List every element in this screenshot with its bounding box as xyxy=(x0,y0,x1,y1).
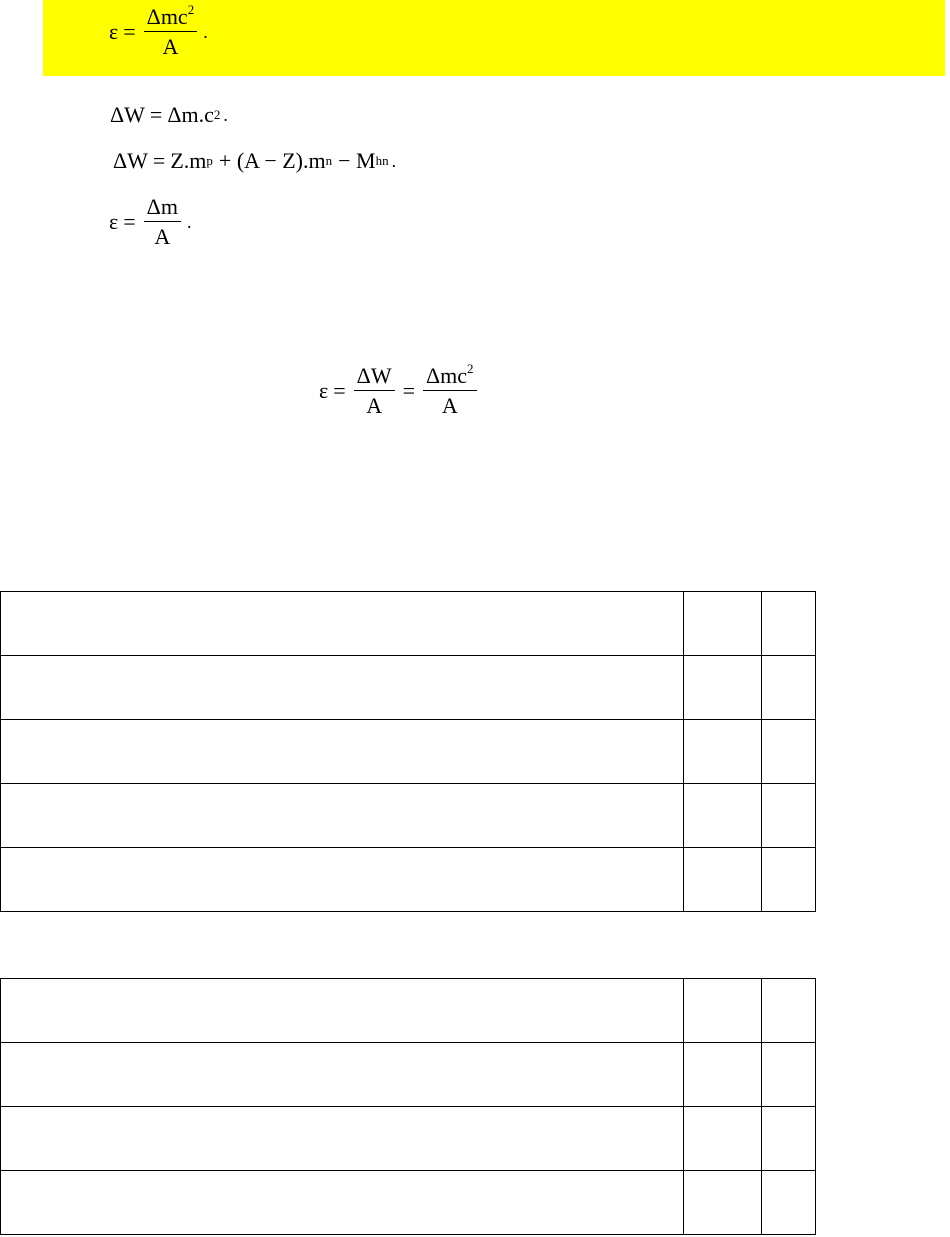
superscript: 2 xyxy=(187,2,195,17)
table-cell[interactable] xyxy=(762,1171,816,1235)
table-cell[interactable] xyxy=(1,1043,684,1107)
table-row xyxy=(1,656,816,720)
table-cell[interactable] xyxy=(762,1107,816,1171)
fraction-denominator: A xyxy=(154,224,171,249)
equals-sign: = xyxy=(123,209,136,234)
table-cell[interactable] xyxy=(684,1171,762,1235)
fraction-denominator: A xyxy=(441,393,458,418)
table-row xyxy=(1,1171,816,1235)
formula-period: . xyxy=(391,151,397,171)
table-cell[interactable] xyxy=(1,1171,684,1235)
equals-sign: = xyxy=(123,19,136,44)
table-row xyxy=(1,979,816,1043)
table-cell[interactable] xyxy=(684,1107,762,1171)
table-cell[interactable] xyxy=(762,784,816,848)
equals-sign: = xyxy=(333,378,346,403)
table-row xyxy=(1,720,816,784)
table-cell[interactable] xyxy=(684,592,762,656)
answer-table-2 xyxy=(0,978,816,1235)
table-cell[interactable] xyxy=(684,848,762,912)
table-cell[interactable] xyxy=(684,720,762,784)
table-cell[interactable] xyxy=(684,1043,762,1107)
fraction-numerator: Δm xyxy=(144,196,181,222)
formula-rhs: Δm.c xyxy=(167,102,214,127)
formula-lhs: ε xyxy=(109,19,119,44)
term-neutron: + (A − Z).m xyxy=(218,148,326,173)
table-cell[interactable] xyxy=(684,784,762,848)
table-cell[interactable] xyxy=(762,656,816,720)
table-cell[interactable] xyxy=(762,592,816,656)
fraction-numerator xyxy=(423,361,477,391)
table-cell[interactable] xyxy=(1,592,684,656)
formula-lhs: ΔW xyxy=(110,102,145,127)
superscript: 2 xyxy=(467,361,474,376)
formula-epsilon-combined xyxy=(319,361,480,418)
formula-lhs: ε xyxy=(109,209,119,234)
formula-binding-energy: ΔW = Δm.c 2 . xyxy=(110,102,228,127)
equals-sign: = xyxy=(402,378,416,403)
table-cell[interactable] xyxy=(1,1107,684,1171)
table-cell[interactable] xyxy=(1,720,684,784)
table-row xyxy=(1,1043,816,1107)
term-nucleus-mass: − M xyxy=(338,148,376,173)
table-cell[interactable] xyxy=(762,979,816,1043)
table-row xyxy=(1,848,816,912)
term-proton: Z.m xyxy=(170,148,207,173)
table-cell[interactable] xyxy=(762,720,816,784)
equals-sign: = xyxy=(152,148,166,173)
table-cell[interactable] xyxy=(1,656,684,720)
fraction xyxy=(423,361,477,418)
formula-lhs: ε xyxy=(319,378,329,403)
numerator-text: Δmc xyxy=(146,4,188,29)
formula-mass-defect-energy: ΔW = Z.m p + (A − Z).m n − M hn . xyxy=(113,148,397,173)
table-cell[interactable] xyxy=(684,979,762,1043)
numerator-text: Δmc xyxy=(426,363,468,388)
fraction xyxy=(354,365,395,417)
formula-epsilon-mass xyxy=(109,196,191,248)
equals-sign: = xyxy=(149,102,163,127)
table-cell[interactable] xyxy=(1,784,684,848)
fraction-numerator xyxy=(144,2,198,32)
formula-period: . xyxy=(223,105,228,125)
table-cell[interactable] xyxy=(762,1043,816,1107)
formula-period: . xyxy=(203,22,208,42)
formula-binding-energy-per-nucleon-highlighted xyxy=(109,2,208,59)
table-row xyxy=(1,592,816,656)
table-cell[interactable] xyxy=(762,848,816,912)
fraction-numerator: ΔW xyxy=(354,365,395,391)
fraction-denominator: A xyxy=(366,393,383,418)
table-cell[interactable] xyxy=(684,656,762,720)
table-row xyxy=(1,784,816,848)
fraction xyxy=(144,196,181,248)
table-cell[interactable] xyxy=(1,848,684,912)
fraction-denominator: A xyxy=(162,34,179,59)
table-cell[interactable] xyxy=(1,979,684,1043)
table-row xyxy=(1,1107,816,1171)
answer-table-1 xyxy=(0,591,816,912)
formula-period: . xyxy=(186,212,192,232)
formula-lhs: ΔW xyxy=(113,148,148,173)
fraction xyxy=(144,2,198,59)
